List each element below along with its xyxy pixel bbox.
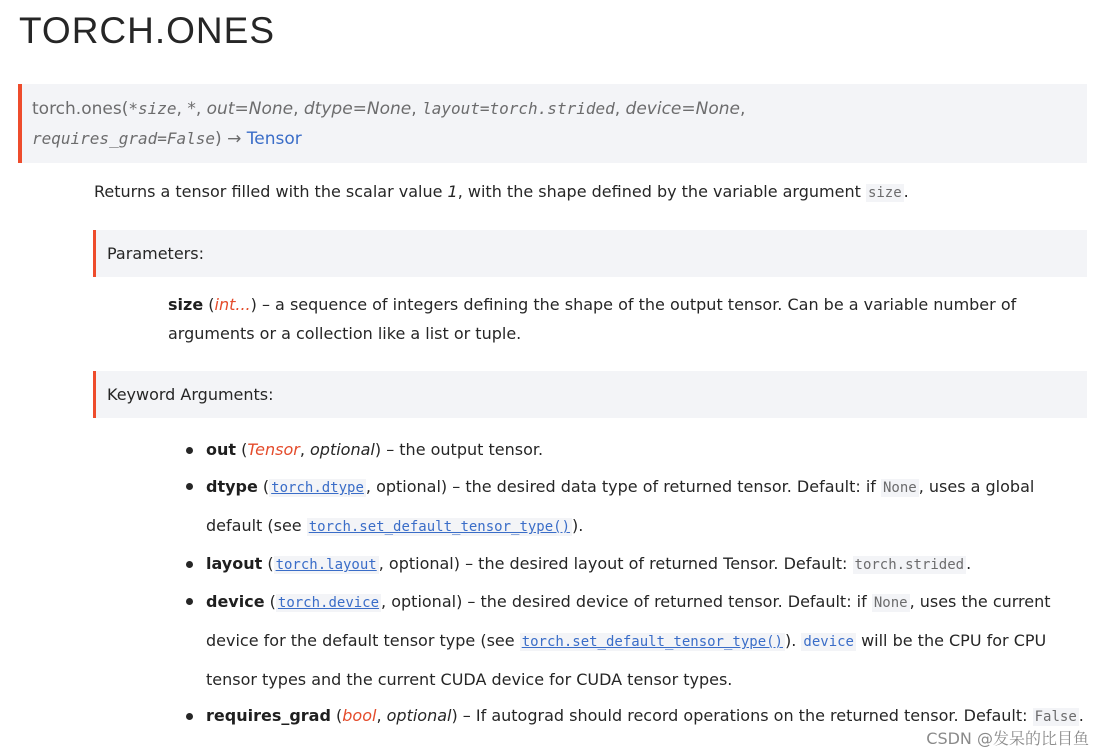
optional-label: optional	[386, 706, 452, 725]
list-item: dtype ( torch.dtype , optional) – the desired data type of returned tensor. Default: if None , uses a global default (see torch.set_default_tensor_type() ).	[186, 468, 1086, 546]
type-link-layout[interactable]: torch.layout	[275, 557, 377, 573]
kw-name-requires-grad: requires_grad	[206, 706, 331, 725]
param-device: device=None	[625, 99, 740, 119]
param-dtype: dtype=None	[303, 99, 412, 119]
kw-name-dtype: dtype	[206, 477, 258, 496]
close-paren: )	[215, 129, 222, 149]
open-paren: (	[121, 99, 129, 119]
keyword-argument-list	[186, 432, 1086, 735]
code-none: None	[883, 480, 917, 496]
type-link-dtype[interactable]: torch.dtype	[271, 480, 364, 496]
code-false: False	[1034, 709, 1077, 725]
param-size-item: size (int...) – a sequence of integers defining the shape of the output tensor. Can be a variable number of arguments or a collection like a list or tuple.	[168, 295, 1017, 343]
return-type-link[interactable]: Tensor	[246, 129, 302, 149]
set-default-tensor-type-link[interactable]: torch.set_default_tensor_type()	[308, 519, 571, 535]
kw-name-device: device	[206, 592, 265, 611]
code-size: size	[867, 185, 902, 201]
list-item: device ( torch.device , optional) – the desired device of returned tensor. Default: if None , uses the current device for the default tensor type (see torch.set_default_tensor_type() ). device will be the CPU for CPU tensor types and the current CUDA device for CUDA tensor types.	[186, 583, 1086, 698]
param-size: *size	[128, 99, 177, 118]
list-item: out (Tensor, optional) – the output tensor.	[186, 432, 1086, 468]
type-link-device[interactable]: torch.device	[277, 595, 380, 611]
kw-desc: ).	[572, 516, 584, 535]
page-title: TORCH.ONES	[19, 10, 276, 51]
kw-desc: , uses a global default (see	[206, 477, 1035, 535]
description-text: Returns a tensor filled with the scalar value	[94, 182, 448, 201]
param-out: out=None	[206, 99, 294, 119]
separator: ,	[293, 99, 304, 119]
kw-desc: – the desired data type of returned tensor. Default: if	[447, 477, 881, 496]
kw-desc: , uses the current device for the default tensor type (see	[206, 592, 1051, 650]
param-star: *	[187, 99, 196, 119]
param-requires-grad: requires_grad=False	[32, 129, 216, 148]
param-name: size	[168, 295, 204, 314]
kw-desc: will be the CPU for CPU tensor types and the current CUDA device for CUDA tensor types.	[206, 631, 1047, 689]
kw-desc: .	[966, 554, 972, 573]
separator: ,	[195, 99, 207, 119]
watermark: CSDN @发呆的比目鱼	[926, 729, 1089, 748]
value-one: 1	[447, 182, 458, 201]
param-type: int...	[214, 295, 251, 314]
code-torch-strided: torch.strided	[854, 557, 965, 573]
separator: ,	[411, 99, 423, 119]
kw-desc: – the output tensor.	[381, 440, 544, 459]
separator: ,	[614, 99, 626, 119]
optional-label: optional	[310, 440, 375, 459]
optional-label: optional	[376, 477, 441, 496]
function-description	[94, 178, 909, 207]
kw-desc: ).	[784, 631, 802, 650]
kw-desc: – the desired layout of returned Tensor. Default:	[460, 554, 853, 573]
description-text: , with the shape defined by the variable argument	[457, 182, 866, 201]
kw-desc: .	[1078, 706, 1084, 725]
type-bool: bool	[342, 706, 377, 725]
param-desc: – a sequence of integers defining the shape of the output tensor. Can be a variable number of arguments or a collection like a list or tuple.	[168, 295, 1017, 343]
separator: ,	[176, 99, 188, 119]
keyword-arguments-heading: Keyword Arguments:	[93, 371, 1087, 418]
kw-desc: – If autograd should record operations on the returned tensor. Default:	[457, 706, 1033, 725]
kw-desc: – the desired device of returned tensor. Default: if	[462, 592, 872, 611]
return-arrow: →	[221, 129, 247, 149]
code-none: None	[873, 595, 908, 611]
optional-label: optional	[388, 554, 454, 573]
type-link-tensor[interactable]: Tensor	[247, 440, 300, 459]
parameters-heading: Parameters:	[93, 230, 1087, 277]
function-signature	[18, 84, 1087, 163]
list-item: layout ( torch.layout , optional) – the desired layout of returned Tensor. Default: torch.strided .	[186, 546, 1086, 583]
set-default-tensor-type-link[interactable]: torch.set_default_tensor_type()	[521, 634, 783, 650]
code-device: device	[803, 634, 854, 650]
list-item: requires_grad (bool, optional) – If autograd should record operations on the returned tensor. Default: False .	[186, 698, 1086, 735]
kw-name-out: out	[206, 440, 237, 459]
param-layout: layout=torch.strided	[422, 99, 615, 118]
function-name: torch.ones	[32, 99, 122, 119]
optional-label: optional	[391, 592, 457, 611]
kw-name-layout: layout	[206, 554, 263, 573]
separator: ,	[739, 99, 746, 119]
description-text: .	[903, 182, 909, 201]
